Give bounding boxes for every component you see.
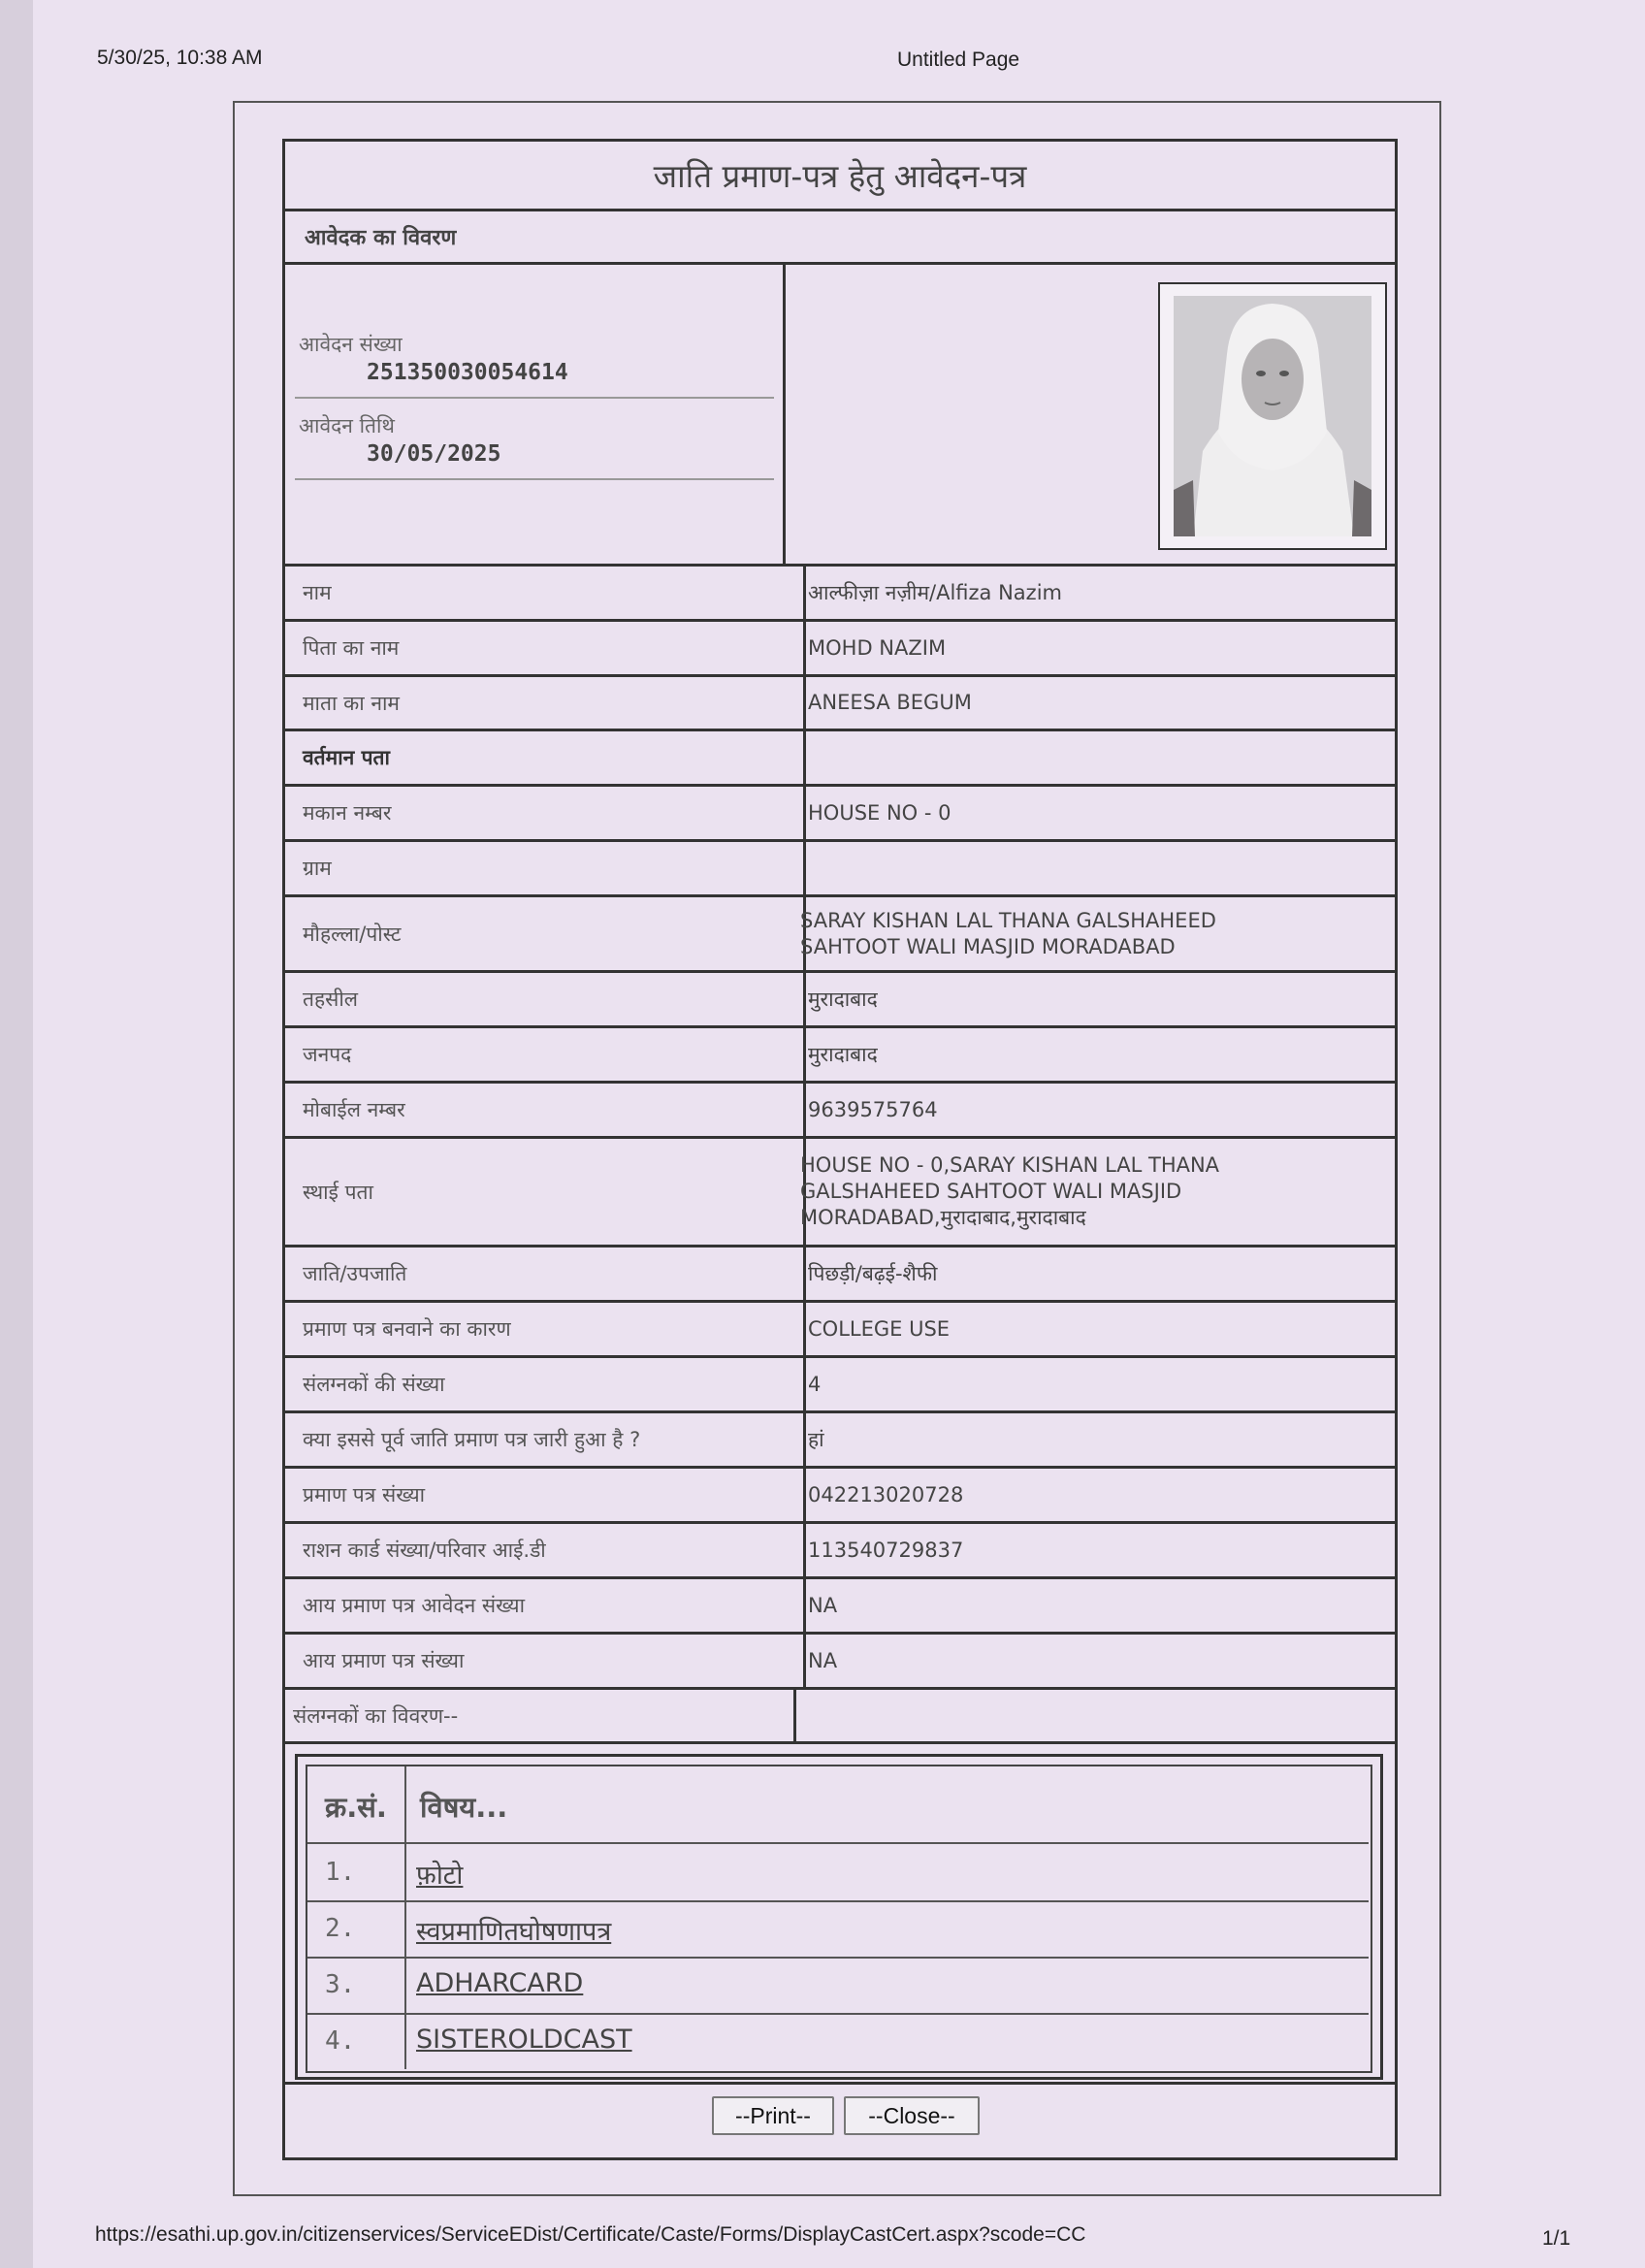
row-label: आय प्रमाण पत्र आवेदन संख्या bbox=[285, 1579, 806, 1632]
row-value: SARAY KISHAN LAL THANA GALSHAHEED SAHTOOT WALI MASJID MORADABAD bbox=[800, 908, 1216, 958]
row-value bbox=[789, 1690, 1395, 1741]
row-label: जाति/उपजाति bbox=[285, 1247, 806, 1300]
print-datetime: 5/30/25, 10:38 AM bbox=[97, 47, 263, 69]
row-label: मौहल्ला/पोस्ट bbox=[285, 897, 806, 970]
row-mother-name bbox=[285, 677, 1395, 731]
application-info bbox=[285, 265, 786, 567]
row-value: आल्फीज़ा नज़ीम/Alfiza Nazim bbox=[808, 580, 1062, 604]
applicant-photo bbox=[1174, 296, 1371, 536]
row-label: संलग्नकों की संख्या bbox=[285, 1358, 806, 1410]
row-value bbox=[789, 842, 1395, 894]
row-value: 113540729837 bbox=[808, 1538, 964, 1562]
row-father-name bbox=[285, 622, 1395, 677]
row-attachment-count bbox=[285, 1358, 1395, 1413]
row-label: स्थाई पता bbox=[285, 1139, 806, 1245]
row-label: प्रमाण पत्र संख्या bbox=[285, 1469, 806, 1521]
row-value: मुरादाबाद bbox=[808, 1042, 878, 1066]
row-label: राशन कार्ड संख्या/परिवार आई.डी bbox=[285, 1524, 806, 1576]
row-value: COLLEGE USE bbox=[808, 1316, 951, 1341]
row-label: प्रमाण पत्र बनवाने का कारण bbox=[285, 1303, 806, 1355]
attachments-table bbox=[295, 1754, 1383, 2080]
attachment-serial: 3. bbox=[325, 1970, 356, 1999]
row-mohalla-post bbox=[285, 897, 1395, 973]
row-label: नाम bbox=[285, 567, 806, 619]
footer-divider bbox=[285, 2082, 1395, 2085]
row-caste bbox=[285, 1247, 1395, 1303]
row-value: 042213020728 bbox=[808, 1482, 964, 1507]
row-label: संलग्नकों का विवरण-- bbox=[285, 1690, 796, 1741]
application-date: 30/05/2025 bbox=[367, 441, 501, 467]
row-house-number bbox=[285, 787, 1395, 842]
row-value: ANEESA BEGUM bbox=[808, 691, 972, 714]
application-number-label: आवेदन संख्या bbox=[299, 333, 403, 356]
row-label: पिता का नाम bbox=[285, 622, 806, 674]
row-label: आय प्रमाण पत्र संख्या bbox=[285, 1635, 806, 1687]
row-village bbox=[285, 842, 1395, 897]
row-mobile bbox=[285, 1084, 1395, 1139]
print-page-title: Untitled Page bbox=[897, 49, 1020, 71]
row-label: ग्राम bbox=[285, 842, 806, 894]
application-number: 251350030054614 bbox=[367, 360, 568, 385]
close-button[interactable]: --Close-- bbox=[844, 2096, 980, 2135]
row-label: माता का नाम bbox=[285, 677, 806, 729]
row-value bbox=[789, 731, 1395, 784]
row-permanent-address bbox=[285, 1139, 1395, 1247]
print-page-count: 1/1 bbox=[1542, 2227, 1571, 2250]
print-button[interactable]: --Print-- bbox=[712, 2096, 834, 2135]
row-label: तहसील bbox=[285, 973, 806, 1025]
divider bbox=[295, 397, 774, 399]
row-income-application-number bbox=[285, 1579, 1395, 1635]
attachment-row bbox=[307, 1957, 1369, 2015]
row-value: MOHD NAZIM bbox=[808, 635, 947, 660]
caste-certificate-form bbox=[282, 139, 1398, 2160]
scan-edge bbox=[0, 0, 33, 2268]
row-value: 9639575764 bbox=[808, 1097, 938, 1121]
applicant-photo-frame bbox=[1158, 282, 1387, 550]
row-certificate-number bbox=[285, 1469, 1395, 1524]
section-heading: आवेदक का विवरण bbox=[285, 211, 1395, 265]
form-title: जाति प्रमाण-पत्र हेतु आवेदन-पत्र bbox=[285, 142, 1395, 211]
row-label: मोबाईल नम्बर bbox=[285, 1084, 806, 1136]
row-district bbox=[285, 1028, 1395, 1084]
row-tehsil bbox=[285, 973, 1395, 1028]
print-url: https://esathi.up.gov.in/citizenservices/ServiceEDist/Certificate/Caste/Forms/DisplayCastCert.aspx?scode=CC bbox=[95, 2223, 1086, 2246]
row-value: 4 bbox=[808, 1372, 822, 1396]
attachments-grid bbox=[306, 1765, 1372, 2073]
serial-header: क्र.सं. bbox=[325, 1791, 387, 1824]
row-value: NA bbox=[808, 1593, 838, 1617]
attachment-serial: 1. bbox=[325, 1858, 356, 1887]
application-date-label: आवेदन तिथि bbox=[299, 414, 395, 437]
attachment-link[interactable]: SISTEROLDCAST bbox=[416, 2025, 632, 2055]
attachment-row bbox=[307, 1844, 1369, 1902]
row-value: मुरादाबाद bbox=[808, 987, 878, 1011]
attachment-link[interactable]: ADHARCARD bbox=[416, 1968, 584, 1998]
row-income-certificate-number bbox=[285, 1635, 1395, 1690]
row-ration-card bbox=[285, 1524, 1395, 1579]
row-attachment-details bbox=[285, 1690, 1395, 1744]
attachments-header bbox=[307, 1766, 1369, 1844]
attachment-row bbox=[307, 1900, 1369, 1959]
photo-cell bbox=[786, 265, 1395, 567]
row-value: पिछड़ी/बढ़ई-शैफी bbox=[808, 1261, 938, 1285]
row-label: क्या इससे पूर्व जाति प्रमाण पत्र जारी हुआ है ? bbox=[285, 1413, 806, 1466]
attachment-link[interactable]: स्वप्रमाणितघोषणापत्र bbox=[416, 1917, 612, 1947]
row-label: जनपद bbox=[285, 1028, 806, 1081]
attachment-link[interactable]: फ़ोटो bbox=[416, 1861, 464, 1891]
row-value: HOUSE NO - 0,SARAY KISHAN LAL THANA GALSHAHEED SAHTOOT WALI MASJID MORADABAD,मुरादाबाद,मुरादाबाद bbox=[800, 1153, 1220, 1229]
row-current-address bbox=[285, 731, 1395, 787]
row-name bbox=[285, 567, 1395, 622]
row-previous-certificate bbox=[285, 1413, 1395, 1469]
row-value: HOUSE NO - 0 bbox=[808, 800, 952, 825]
row-label: मकान नम्बर bbox=[285, 787, 806, 839]
subject-header: विषय... bbox=[420, 1791, 508, 1824]
row-value: हां bbox=[808, 1427, 824, 1451]
row-value: NA bbox=[808, 1648, 838, 1672]
attachment-row bbox=[307, 2013, 1369, 2069]
attachment-serial: 2. bbox=[325, 1914, 356, 1943]
row-reason bbox=[285, 1303, 1395, 1358]
divider bbox=[295, 478, 774, 480]
attachment-serial: 4. bbox=[325, 2026, 356, 2056]
row-label: वर्तमान पता bbox=[285, 731, 806, 784]
